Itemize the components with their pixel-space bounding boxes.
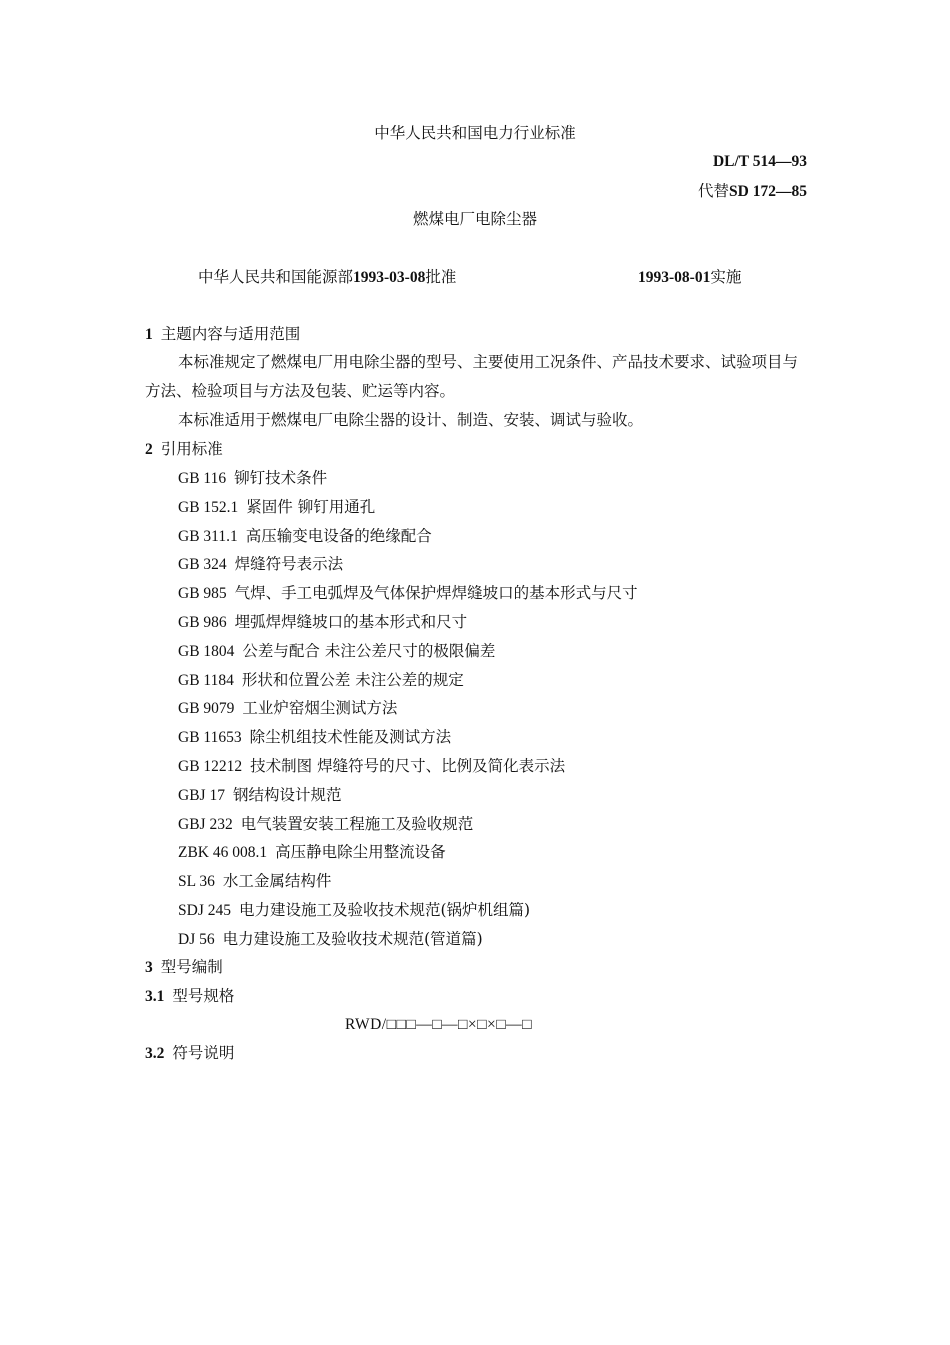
replaces-number: SD 172—85 (729, 183, 807, 200)
subsection-title: 符号说明 (172, 1044, 235, 1062)
reference-title: 除尘机组技术性能及测试方法 (249, 728, 452, 747)
section-2-heading (145, 439, 223, 460)
subsection-3-1-heading (145, 986, 234, 1007)
reference-title: 高压输变电设备的绝缘配合 (245, 526, 432, 545)
reference-code: GB 1184 (178, 671, 234, 689)
reference-item (178, 526, 432, 547)
reference-title: 技术制图 焊缝符号的尺寸、比例及简化表示法 (250, 757, 566, 775)
reference-title: 形状和位置公差 未注公差的规定 (241, 670, 464, 689)
reference-code: DJ 56 (178, 930, 215, 948)
reference-code: GB 152.1 (178, 498, 239, 516)
replaces-line (698, 181, 807, 202)
reference-title: 焊缝符号表示法 (234, 555, 344, 574)
org-title: 中华人民共和国电力行业标准 (374, 124, 576, 142)
reference-item (178, 756, 565, 777)
approval-date: 1993-03-08 (353, 269, 426, 286)
standard-number: DL/T 514—93 (712, 153, 807, 170)
reference-code: GBJ 232 (178, 815, 233, 833)
reference-item (178, 842, 446, 863)
reference-title: 电气装置安装工程施工及验收规范 (240, 814, 474, 833)
reference-title: 埋弧焊焊缝坡口的基本形式和尺寸 (234, 613, 468, 631)
reference-item (178, 554, 343, 575)
reference-item (178, 612, 467, 633)
reference-item (178, 698, 397, 719)
reference-item (178, 900, 530, 921)
reference-code: GB 986 (178, 614, 227, 631)
section-title: 引用标准 (160, 440, 223, 458)
reference-item (178, 785, 341, 806)
reference-item (178, 727, 451, 748)
section-number: 1 (145, 326, 153, 343)
subsection-3-2-heading (145, 1043, 234, 1064)
subsection-number: 3.1 (145, 988, 165, 1005)
subsection-title: 型号规格 (172, 987, 235, 1005)
reference-code: GBJ 17 (178, 786, 225, 804)
reference-code: GB 11653 (178, 729, 242, 747)
replaces-prefix: 代替 (698, 182, 730, 200)
reference-item (178, 583, 638, 604)
reference-item (178, 468, 327, 489)
reference-item (178, 497, 375, 518)
reference-code: GB 311.1 (178, 527, 238, 545)
approval-org: 中华人民共和国能源部 (198, 268, 354, 286)
reference-code: SDJ 245 (178, 902, 231, 919)
reference-item (178, 871, 331, 892)
reference-title: 高压静电除尘用整流设备 (275, 843, 446, 862)
effective-line (638, 267, 741, 288)
section-1-paragraph-2: 本标准适用于燃煤电厂电除尘器的设计、制造、安装、调试与验收。 (178, 411, 644, 429)
section-title: 型号编制 (160, 958, 223, 976)
reference-code: GB 116 (178, 470, 227, 487)
reference-title: 水工金属结构件 (222, 872, 332, 891)
reference-title: 铆钉技术条件 (234, 469, 328, 487)
document-title: 燃煤电厂电除尘器 (412, 210, 537, 228)
reference-code: GB 9079 (178, 700, 235, 718)
reference-item (178, 929, 483, 950)
reference-title: 气焊、手工电弧焊及气体保护焊焊缝坡口的基本形式与尺寸 (234, 584, 638, 603)
reference-code: GB 1804 (178, 642, 235, 660)
section-title: 主题内容与适用范围 (160, 325, 301, 343)
reference-code: GB 985 (178, 585, 227, 603)
reference-title: 电力建设施工及验收技术规范(管道篇) (222, 929, 483, 948)
reference-title: 钢结构设计规范 (232, 785, 342, 804)
section-1-heading (145, 324, 300, 345)
reference-item (178, 814, 473, 835)
section-1-paragraph-1: 本标准规定了燃煤电厂用电除尘器的型号、主要使用工况条件、产品技术要求、试验项目与方法、检验项目与方法及包装、贮运等内容。 (145, 353, 799, 400)
approval-line (198, 267, 456, 288)
section-3-heading (145, 957, 223, 978)
reference-title: 公差与配合 未注公差尺寸的极限偏差 (242, 641, 496, 660)
reference-item (178, 670, 464, 691)
reference-title: 工业炉窑烟尘测试方法 (242, 699, 398, 718)
approval-suffix: 批准 (425, 268, 457, 286)
reference-title: 紧固件 铆钉用通孔 (246, 497, 376, 516)
reference-item (178, 641, 495, 662)
effective-suffix: 实施 (710, 268, 742, 286)
reference-title: 电力建设施工及验收技术规范(锅炉机组篇) (238, 901, 531, 919)
model-format: RWD/□□□—□—□×□×□—□ (345, 1016, 532, 1033)
section-number: 3 (145, 959, 153, 976)
reference-code: ZBK 46 008.1 (178, 844, 268, 862)
section-number: 2 (145, 441, 153, 458)
effective-date: 1993-08-01 (638, 269, 711, 286)
subsection-number: 3.2 (145, 1045, 165, 1062)
reference-code: GB 324 (178, 556, 227, 574)
reference-code: SL 36 (178, 873, 215, 891)
reference-code: GB 12212 (178, 758, 243, 775)
